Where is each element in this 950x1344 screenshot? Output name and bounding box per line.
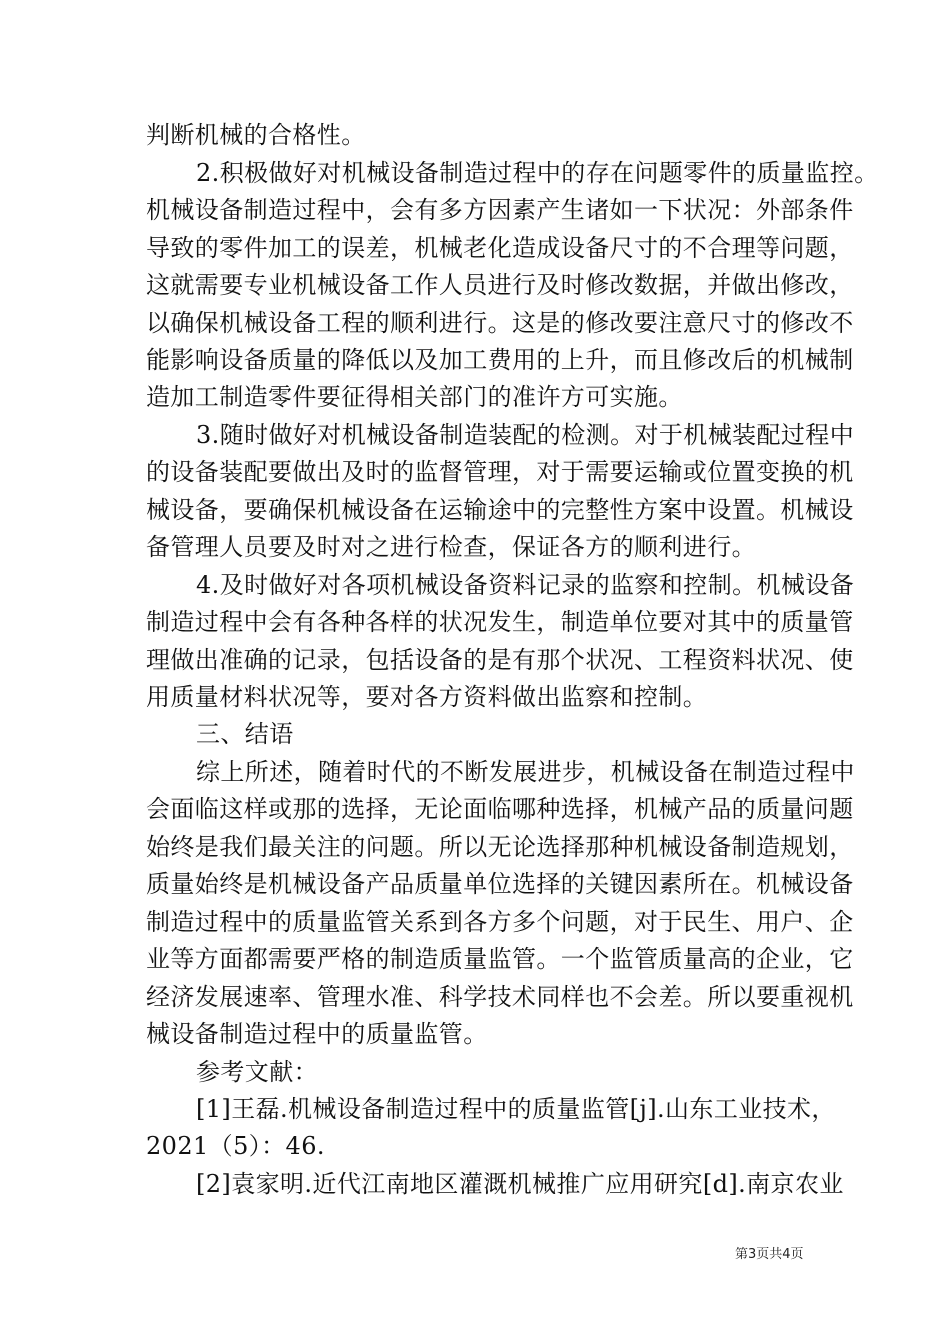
- paragraph-line: 的设备装配要做出及时的监督管理，对于需要运输或位置变换的机: [146, 458, 854, 486]
- paragraph-line: 制造过程中的质量监管关系到各方多个问题，对于民生、用户、企: [146, 908, 854, 936]
- paragraph-line: 械设备，要确保机械设备在运输途中的完整性方案中设置。机械设: [146, 496, 854, 524]
- reference-item: 2021（5）：46.: [146, 1132, 325, 1160]
- references-heading: 参考文献：: [196, 1058, 318, 1086]
- paragraph-line: 经济发展速率、管理水准、科学技术同样也不会差。所以要重视机: [146, 983, 854, 1011]
- paragraph-line: 会面临这样或那的选择，无论面临哪种选择，机械产品的质量问题: [146, 795, 854, 823]
- paragraph-line: 这就需要专业机械设备工作人员进行及时修改数据，并做出修改，: [146, 271, 854, 299]
- reference-item: [1]王磊.机械设备制造过程中的质量监管[j].山东工业技术，: [196, 1095, 836, 1123]
- paragraph-line: 制造过程中会有各种各样的状况发生，制造单位要对其中的质量管: [146, 608, 854, 636]
- paragraph-line: 4.及时做好对各项机械设备资料记录的监察和控制。机械设备: [196, 571, 855, 599]
- paragraph-line: 质量始终是机械设备产品质量单位选择的关键因素所在。机械设备: [146, 870, 854, 898]
- paragraph-line: 判断机械的合格性。: [146, 121, 366, 149]
- section-heading: 三、结语: [196, 720, 294, 748]
- paragraph-line: 以确保机械设备工程的顺利进行。这是的修改要注意尺寸的修改不: [146, 309, 854, 337]
- paragraph-line: 3.随时做好对机械设备制造装配的检测。对于机械装配过程中: [196, 421, 855, 449]
- paragraph-line: 业等方面都需要严格的制造质量监管。一个监管质量高的企业，它: [146, 945, 854, 973]
- paragraph-line: 机械设备制造过程中，会有多方因素产生诸如一下状况：外部条件: [146, 196, 854, 224]
- page-footer: 第3页共4页: [735, 1247, 804, 1262]
- paragraph-line: 始终是我们最关注的问题。所以无论选择那种机械设备制造规划，: [146, 833, 854, 861]
- paragraph-line: 械设备制造过程中的质量监管。: [146, 1020, 488, 1048]
- paragraph-line: 造加工制造零件要征得相关部门的准许方可实施。: [146, 383, 683, 411]
- paragraph-line: 备管理人员要及时对之进行检查，保证各方的顺利进行。: [146, 533, 756, 561]
- paragraph-line: 能影响设备质量的降低以及加工费用的上升，而且修改后的机械制: [146, 346, 854, 374]
- paragraph-line: 理做出准确的记录，包括设备的是有那个状况、工程资料状况、使: [146, 646, 854, 674]
- paragraph-line: 用质量材料状况等，要对各方资料做出监察和控制。: [146, 683, 708, 711]
- paragraph-line: 2.积极做好对机械设备制造过程中的存在问题零件的质量监控。: [196, 159, 879, 187]
- reference-item: [2]袁家明.近代江南地区灌溉机械推广应用研究[d].南京农业: [196, 1170, 844, 1198]
- paragraph-line: 综上所述，随着时代的不断发展进步，机械设备在制造过程中: [196, 758, 855, 786]
- paragraph-line: 导致的零件加工的误差，机械老化造成设备尺寸的不合理等问题，: [146, 234, 854, 262]
